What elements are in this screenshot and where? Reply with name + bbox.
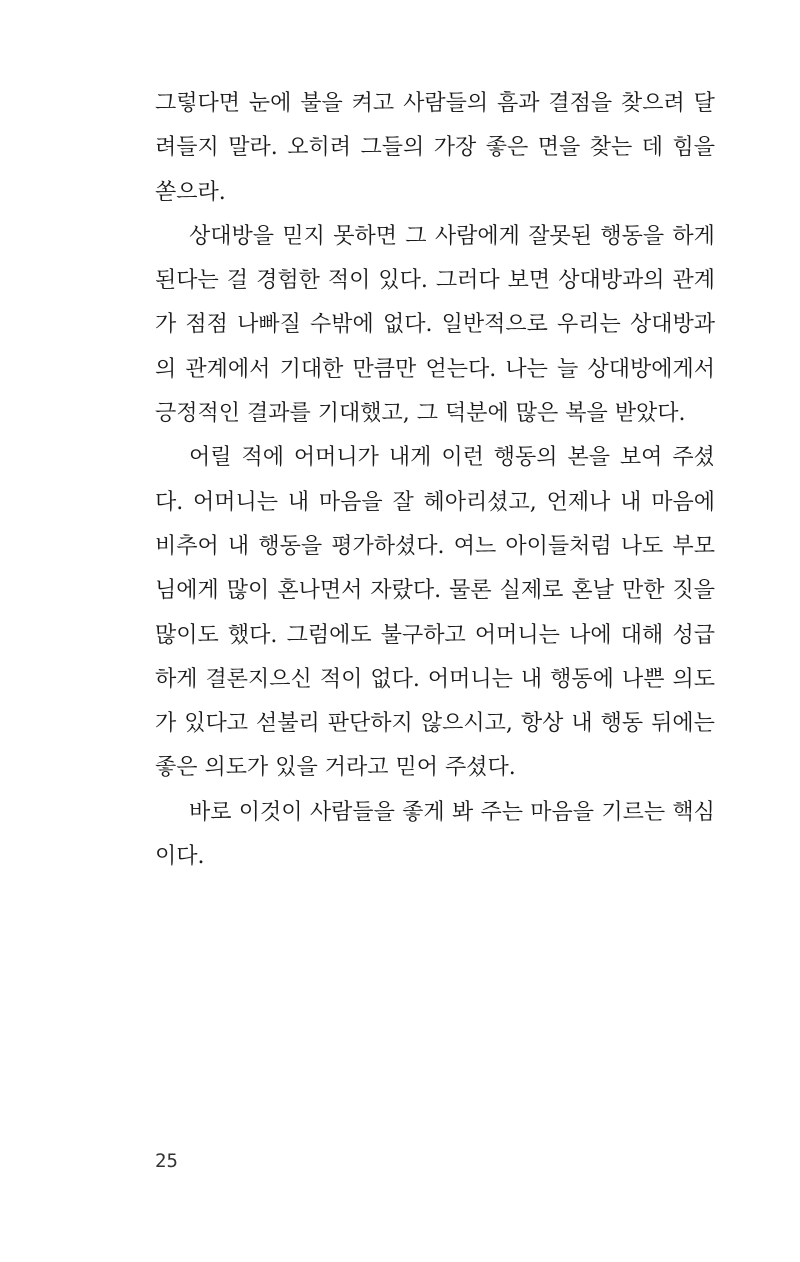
text-line: 좋은 의도가 있을 거라고 믿어 주셨다.	[155, 755, 516, 781]
text-line: 많이도 했다. 그럼에도 불구하고 어머니는 나에 대해 성급	[155, 622, 715, 648]
paragraph	[155, 215, 715, 436]
paragraph	[155, 82, 715, 215]
text-line: 가 점점 나빠질 수밖에 없다. 일반적으로 우리는 상대방과	[155, 312, 715, 338]
text-line: 비추어 내 행동을 평가하셨다. 여느 아이들처럼 나도 부모	[155, 533, 715, 559]
text-line: 님에게 많이 혼나면서 자랐다. 물론 실제로 혼날 만한 짓을	[155, 578, 715, 604]
text-line: 의 관계에서 기대한 만큼만 얻는다. 나는 늘 상대방에게서	[155, 356, 715, 382]
text-line: 된다는 걸 경험한 적이 있다. 그러다 보면 상대방과의 관계	[155, 268, 715, 294]
text-line: 그렇다면 눈에 불을 켜고 사람들의 흠과 결점을 찾으려 달	[155, 91, 715, 116]
paragraph	[155, 436, 715, 790]
text-line: 이다.	[155, 844, 205, 870]
text-line: 하게 결론지으신 적이 없다. 어머니는 내 행동에 나쁜 의도	[155, 666, 715, 692]
text-line: 긍정적인 결과를 기대했고, 그 덕분에 많은 복을 받았다.	[155, 401, 686, 427]
text-line: 가 있다고 섣불리 판단하지 않으시고, 항상 내 행동 뒤에는	[155, 711, 715, 737]
body-text	[155, 82, 715, 879]
text-line: 어릴 적에 어머니가 내게 이런 행동의 본을 보여 주셨	[189, 445, 715, 471]
text-line: 쏟으라.	[155, 179, 226, 205]
page-number: 25	[155, 1150, 178, 1172]
text-line: 상대방을 믿지 못하면 그 사람에게 잘못된 행동을 하게	[189, 223, 715, 249]
text-line: 바로 이것이 사람들을 좋게 봐 주는 마음을 기르는 핵심	[189, 799, 715, 825]
text-line: 다. 어머니는 내 마음을 잘 헤아리셨고, 언제나 내 마음에	[155, 489, 715, 515]
text-line: 려들지 말라. 오히려 그들의 가장 좋은 면을 찾는 데 힘을	[155, 135, 715, 161]
paragraph	[155, 791, 715, 880]
